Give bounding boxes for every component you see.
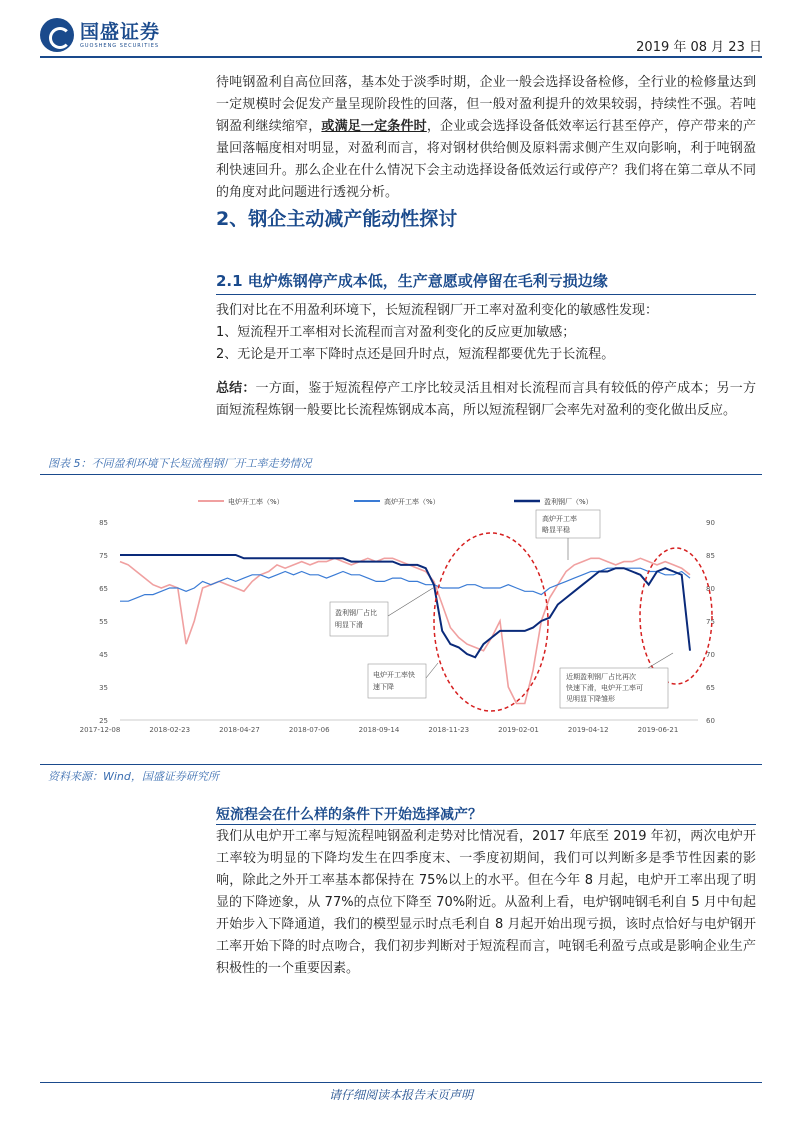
annotation-box	[368, 664, 426, 698]
list-item: 2、无论是开工率下降时点还是回升时点，短流程都要优先于长流程。	[216, 347, 615, 362]
y-tick-label-left: 75	[99, 552, 108, 560]
divider	[40, 1082, 762, 1083]
company-logo	[40, 18, 160, 52]
y-tick-label-right: 65	[706, 684, 715, 692]
svg-text:快速下滑，电炉开工率可: 快速下滑，电炉开工率可	[566, 684, 643, 692]
svg-text:速下降: 速下降	[373, 683, 394, 691]
svg-text:见明显下降雏形: 见明显下降雏形	[566, 695, 615, 703]
legend-label: 电炉开工率（%）	[228, 498, 284, 506]
subsection-title: 短流程会在什么样的条件下开始选择减产？	[216, 807, 482, 823]
logo-subtitle: GUOSHENG SECURITIES	[80, 43, 160, 49]
report-date: 2019 年 08 月 23 日	[636, 40, 762, 55]
section-2-1-title: 2.1 电炉炼钢停产成本低，生产意愿或停留在毛利亏损边缘	[216, 272, 608, 290]
summary-paragraph: 总结：一方面，鉴于短流程停产工序比较灵活且相对长流程而言具有较低的停产成本；另一方面短流程炼钢一般要比长流程炼钢成本高，所以短流程钢厂会率先对盈利的变化做出反应。	[216, 381, 756, 418]
y-tick-label-left: 35	[99, 684, 108, 692]
highlight-ellipse	[640, 548, 712, 684]
y-tick-label-right: 70	[706, 651, 715, 659]
subsection-body: 我们从电炉开工率与短流程吨钢盈利走势对比情况看，2017 年底至 2019 年初，两次电炉开工率较为明显的下降均发生在四季度末、一季度初期间，我们可以判断多是季节性因素的影响，除此之外开工率基本都保持在 75%以上的水平。但在今年 8 月起，电炉开工率出现了明显的下降迹象，从 77%的点位下降至 70%附近。从盈利上看，电炉钢吨钢毛利自 5 月中旬起开始步入下降通道，我们的模型显示时点毛利自 8 月起开始出现亏损，该时点恰好与电炉钢开工率开始下降的时点吻合，我们初步判断对于短流程而言，吨钢毛利盈亏点或是影响企业生产积极性的一个重要因素。	[216, 829, 756, 976]
footer-disclaimer: 请仔细阅读本报告末页声明	[328, 1088, 473, 1102]
x-tick-label: 2018-07-06	[288, 726, 330, 734]
x-tick-label: 2018-11-23	[428, 726, 470, 734]
y-tick-label-left: 45	[99, 651, 108, 659]
list-item: 1、短流程开工率相对长流程而言对盈利变化的反应更加敏感；	[216, 325, 576, 340]
divider	[40, 474, 762, 475]
x-tick-label: 2019-06-21	[637, 726, 679, 734]
svg-text:盈利钢厂占比: 盈利钢厂占比	[335, 609, 377, 617]
logo-icon	[40, 18, 74, 52]
highlight-ellipse	[434, 533, 548, 711]
y-tick-label-left: 65	[99, 585, 108, 593]
summary-label: 总结：	[216, 381, 256, 396]
legend-label: 高炉开工率（%）	[384, 498, 440, 506]
y-tick-label-left: 85	[99, 519, 108, 527]
figure-caption: 图表 5：不同盈利环境下长短流程钢厂开工率走势情况	[48, 457, 312, 470]
svg-text:电炉开工率快: 电炉开工率快	[373, 671, 415, 679]
divider	[216, 824, 756, 825]
y-tick-label-right: 90	[706, 519, 715, 527]
page-header	[40, 14, 762, 58]
svg-text:略显平稳: 略显平稳	[542, 526, 570, 534]
y-tick-label-right: 80	[706, 585, 715, 593]
legend-label: 盈利钢厂（%）	[544, 498, 593, 506]
annotation-box	[536, 510, 600, 538]
line-chart	[48, 488, 738, 738]
svg-text:近期盈利钢厂占比再次: 近期盈利钢厂占比再次	[566, 673, 636, 681]
svg-text:明显下滑: 明显下滑	[335, 621, 363, 629]
series-line	[120, 568, 690, 601]
y-tick-label-left: 55	[99, 618, 108, 626]
figure-source: 资料来源：Wind，国盛证券研究所	[48, 770, 219, 783]
emphasis-text: 或满足一定条件时	[321, 119, 427, 134]
x-tick-label: 2018-09-14	[358, 726, 400, 734]
y-tick-label-left: 25	[99, 717, 108, 725]
x-tick-label: 2017-12-08	[79, 726, 121, 734]
x-tick-label: 2019-02-01	[498, 726, 539, 734]
section-2-1-body	[216, 300, 756, 366]
annotation-box	[330, 602, 388, 636]
intro-paragraph: 待吨钢盈利自高位回落，基本处于淡季时期，企业一般会选择设备检修，全行业的检修量达到一定规模时会促发产量呈现阶段性的回落，但一般对盈利提升的效果较弱，持续性不强。若吨钢盈利继续缩窄，或满足一定条件时，企业或会选择设备低效率运行甚至停产，停产带来的产量回落幅度相对明显，对盈利而言，将对钢材供给侧及原料需求侧产生双向影响，利于吨钢盈利快速回升。那么企业在什么情况下会主动选择设备低效运行或停产？我们将在第二章从不同的角度对此问题进行透视分析。	[216, 75, 756, 200]
y-tick-label-right: 85	[706, 552, 715, 560]
x-tick-label: 2018-02-23	[149, 726, 191, 734]
y-tick-label-right: 75	[706, 618, 715, 626]
divider	[40, 764, 762, 765]
x-tick-label: 2018-04-27	[219, 726, 260, 734]
svg-text:高炉开工率: 高炉开工率	[542, 515, 577, 523]
logo-name: 国盛证券	[80, 21, 161, 43]
y-tick-label-right: 60	[706, 717, 715, 725]
chart-legend	[198, 497, 593, 506]
annotation-box	[560, 668, 668, 708]
x-tick-label: 2019-04-12	[567, 726, 609, 734]
series-line	[120, 555, 690, 657]
divider	[216, 294, 756, 295]
lead-text: 我们对比在不用盈利环境下，长短流程钢厂开工率对盈利变化的敏感性发现：	[216, 303, 659, 318]
section-2-title: 2、钢企主动减产能动性探讨	[216, 208, 458, 230]
